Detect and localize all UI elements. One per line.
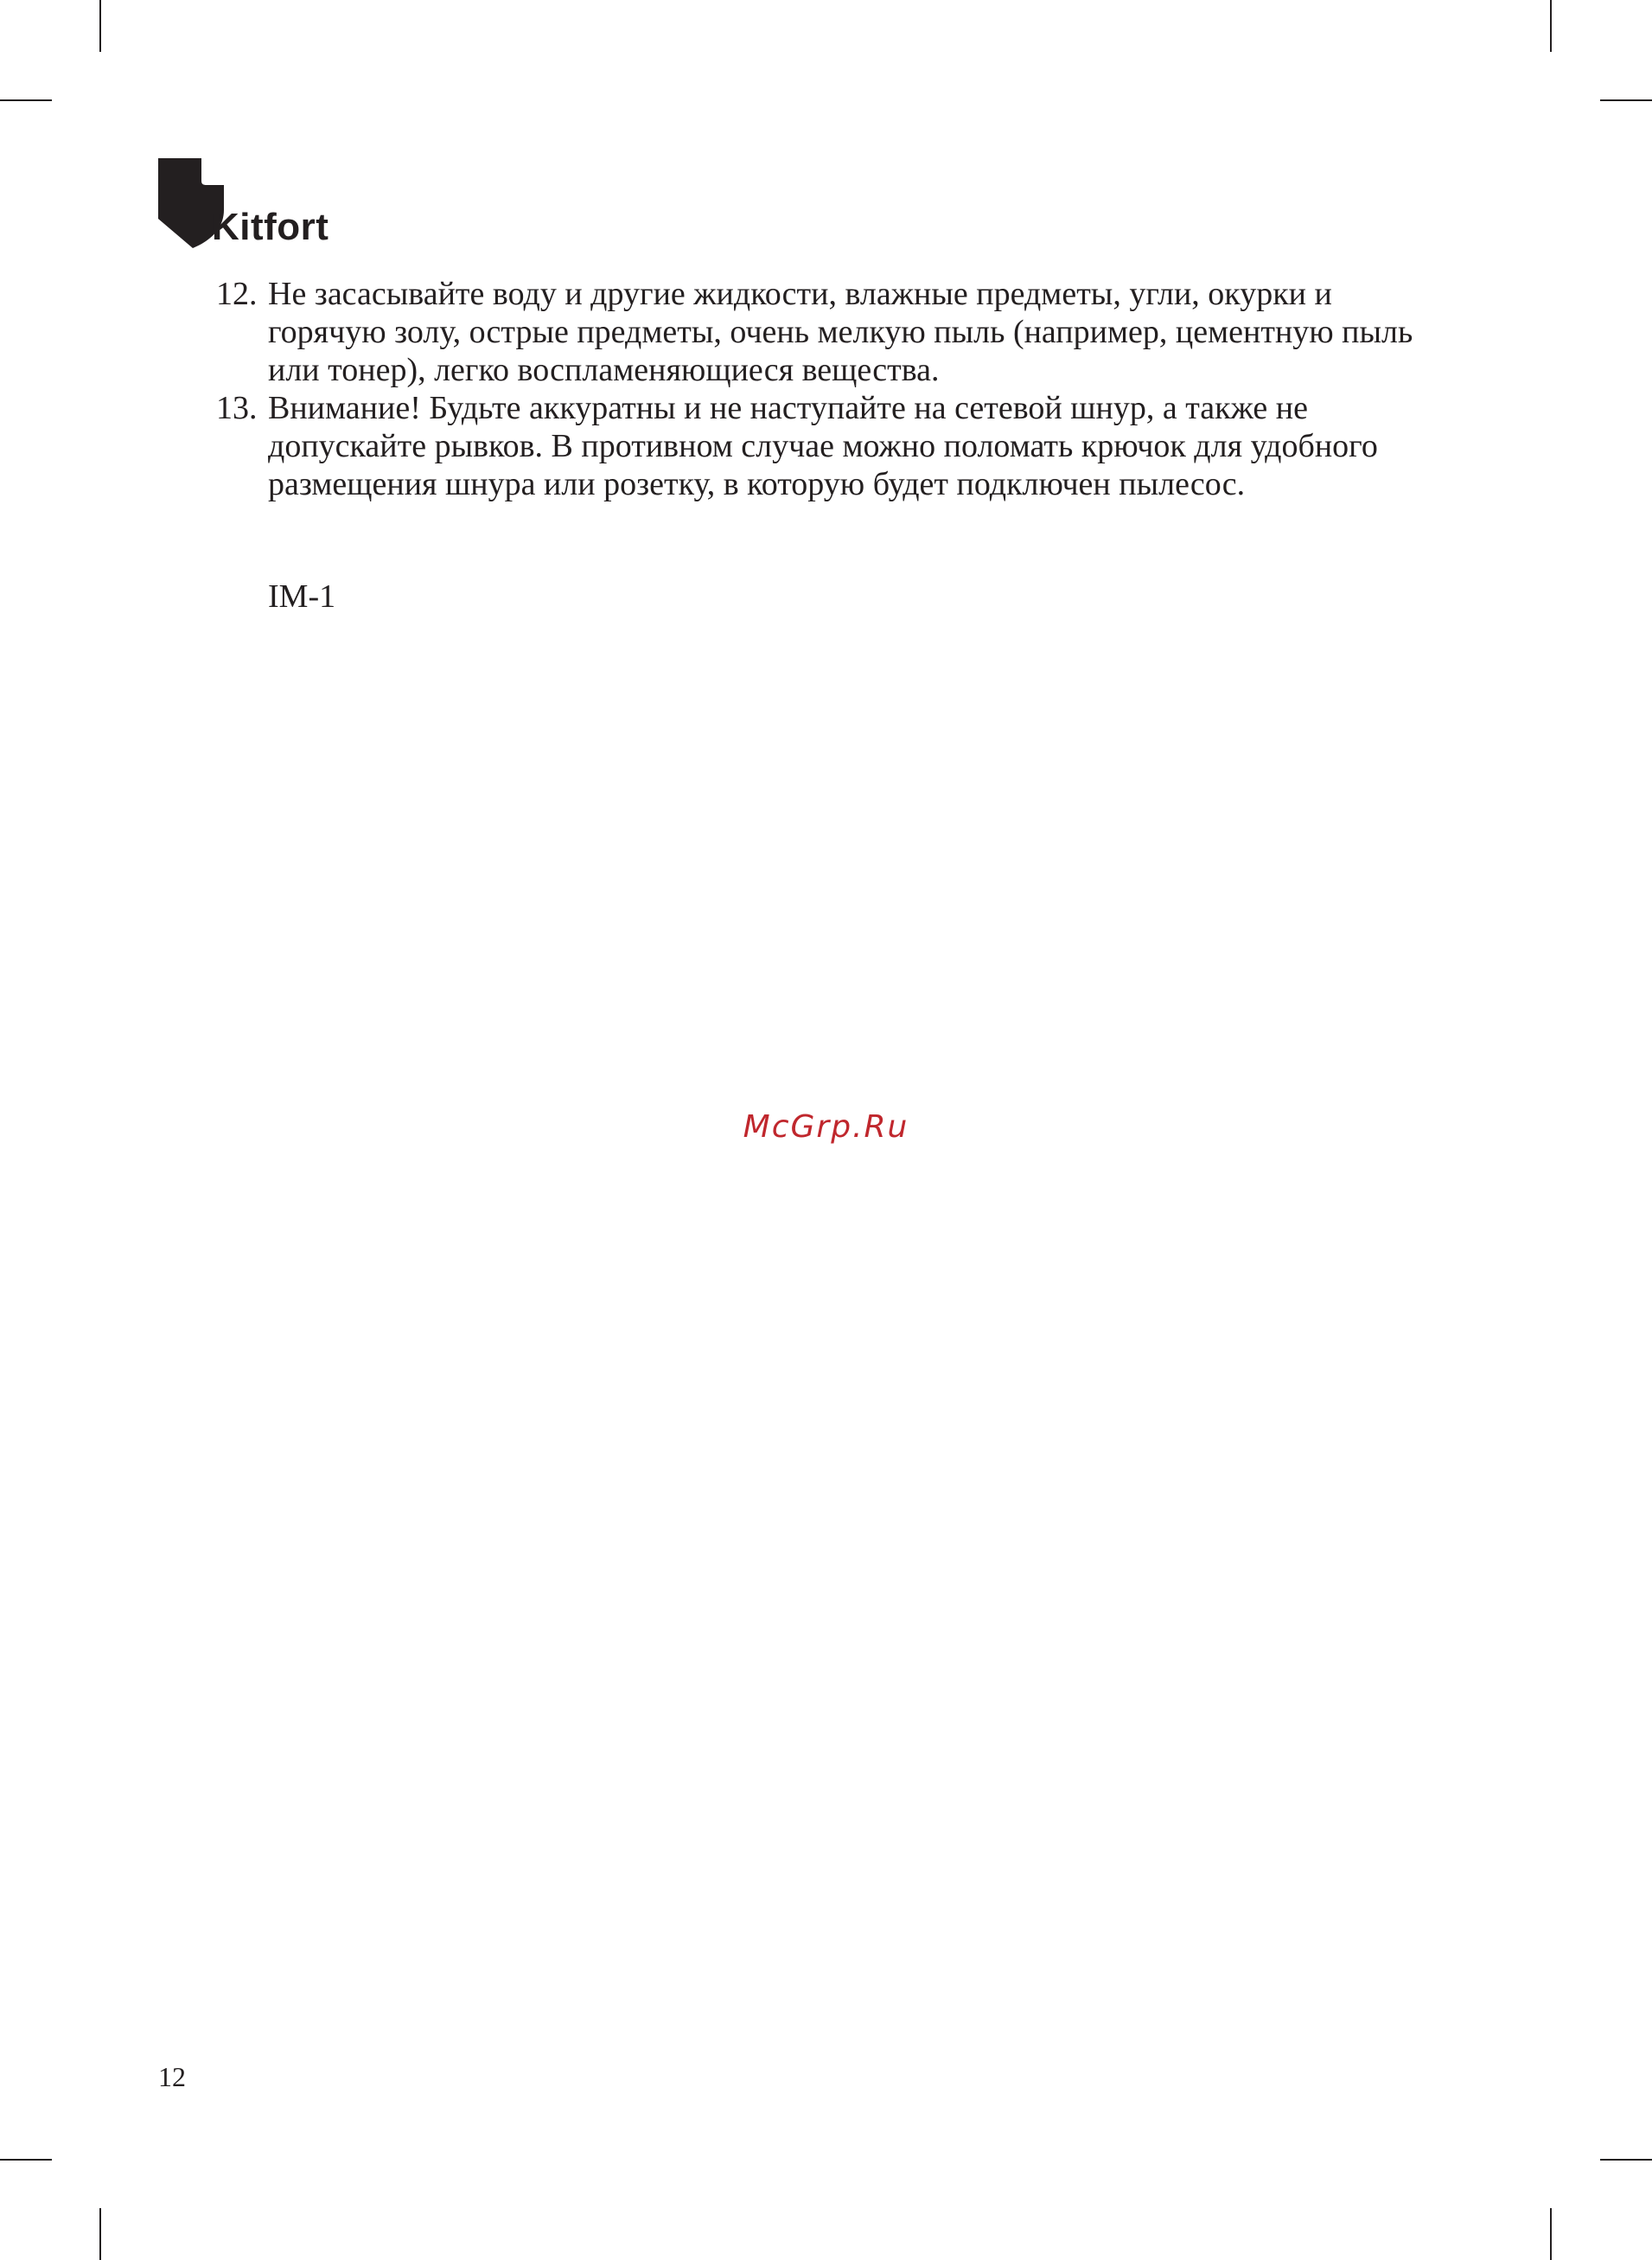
list-item	[216, 275, 1444, 389]
page-number: 12	[158, 2061, 186, 2092]
crop-mark	[1600, 2159, 1652, 2161]
document-code: IM-1	[268, 578, 336, 615]
item-text: Не засасывайте воду и другие жидкости, влажные предметы, угли, окурки и горячую золу, острые предметы, очень мелкую пыль (например, цементную пыль или тонер), легко воспламеняющиеся вещества.	[268, 276, 1413, 388]
item-number: 13.	[216, 390, 258, 426]
crop-mark	[99, 0, 101, 52]
crop-mark	[0, 99, 52, 101]
crop-mark	[1600, 99, 1652, 101]
item-number: 12.	[216, 276, 258, 312]
crop-mark	[0, 2159, 52, 2161]
list-item	[216, 389, 1444, 503]
watermark: McGrp.Ru	[743, 1109, 909, 1145]
instruction-list	[216, 275, 1444, 503]
crop-mark	[99, 2208, 101, 2260]
item-text: Внимание! Будьте аккуратны и не наступайте на сетевой шнур, а также не допускайте рывков. В противном случае можно поломать крючок для удобного размещения шнура или розетку, в которую будет подключен пылесос.	[268, 390, 1378, 502]
crop-mark	[1550, 0, 1552, 52]
brand-logo	[158, 158, 357, 253]
crop-mark	[1550, 2208, 1552, 2260]
brand-name: Kitfort	[212, 206, 329, 248]
